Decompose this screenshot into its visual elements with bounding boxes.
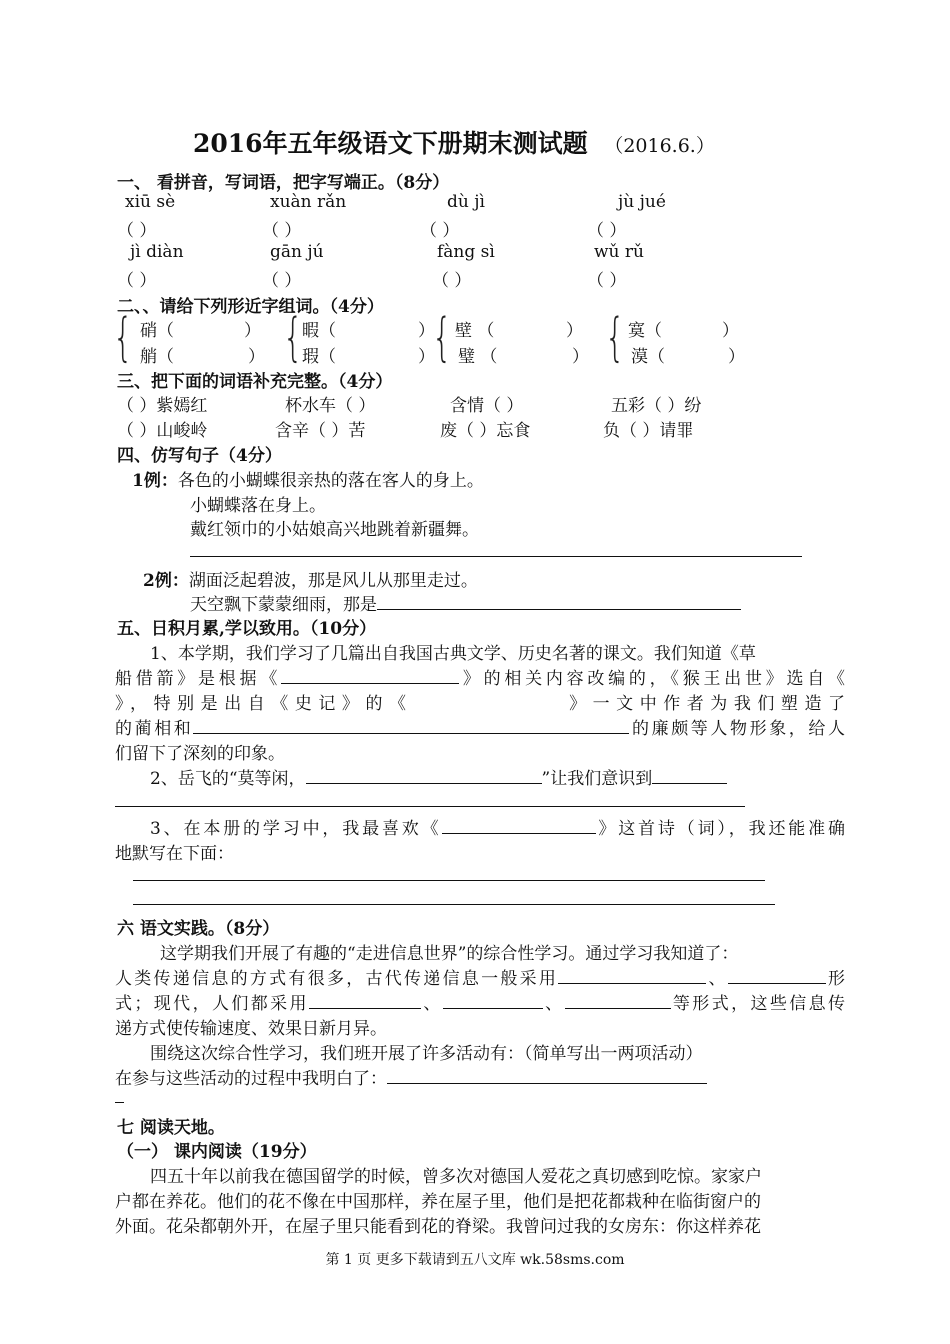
- q5-1-line4: 的蔺相和 的廉颇等人物形象，给人: [115, 719, 846, 739]
- example-label: 2例：: [143, 571, 189, 591]
- answer-line: [115, 1102, 124, 1103]
- pinyin-8: wǔ rǔ: [594, 242, 644, 262]
- pinyin-7: fàng sì: [437, 242, 495, 262]
- idiom-blank: 五彩（ ）纷: [611, 396, 702, 416]
- q5-1-line3: 》，特别是出自《史记》的《 》一文中作者为我们塑造了: [115, 694, 846, 714]
- answer-line: [565, 992, 671, 1009]
- answer-blank: （ ）: [432, 271, 472, 291]
- section-4-heading: 四、仿写句子（4分）: [117, 446, 282, 466]
- answer-blank: （ ）: [587, 221, 627, 241]
- answer-line: [309, 992, 421, 1009]
- answer-blank: （ ）: [117, 271, 157, 291]
- section-3-heading: 三、把下面的词语补充完整。（4分）: [117, 372, 393, 392]
- brace-icon: {: [432, 308, 452, 368]
- paren-close: ）: [244, 321, 261, 341]
- idiom-blank: （ ）山峻岭: [117, 421, 208, 441]
- brace-icon: {: [605, 308, 625, 368]
- answer-line: [443, 992, 543, 1009]
- idiom-blank: 废（ ）忘食: [440, 421, 531, 441]
- section-6-heading: 六 语文实践。（8分）: [117, 919, 280, 939]
- idiom-blank: 含辛（ ）苦: [275, 421, 366, 441]
- paren-close: ）: [572, 347, 589, 367]
- word-pair-b: 艄（: [140, 347, 174, 367]
- answer-blank: （ ）: [117, 221, 157, 241]
- word-pair-b: 瑕（: [302, 347, 336, 367]
- q5-1-line5: 们留下了深刻的印象。: [115, 744, 285, 764]
- title-date: （2016.6.）: [604, 135, 715, 157]
- answer-line: [442, 817, 596, 834]
- word-pair-a: 寞（: [628, 321, 662, 341]
- pinyin-5: jì diàn: [130, 242, 184, 262]
- paren-close: ）: [728, 347, 745, 367]
- section-7-heading: 七 阅读天地。: [117, 1118, 225, 1138]
- answer-line: [652, 767, 727, 784]
- paren-close: ）: [248, 347, 265, 367]
- s6-line3: 式；现代，人们都采用 、 、 等形式，这些信息传: [115, 994, 846, 1014]
- example-2-prompt: 天空飘下蒙蒙细雨，那是: [190, 590, 741, 615]
- paren-close: ）: [418, 347, 435, 367]
- idiom-blank: 含情（ ）: [450, 396, 524, 416]
- example-label: 1例：: [132, 471, 178, 491]
- section-1-heading: 一、 看拼音，写词语，把字写端正。（8分）: [117, 173, 450, 193]
- pinyin-4: jù jué: [618, 192, 666, 212]
- brace-icon: {: [113, 308, 133, 368]
- word-pair-a: 暇（: [302, 321, 336, 341]
- s6-line4: 递方式使传输速度、效果日新月异。: [115, 1019, 387, 1039]
- pinyin-3: dù jì: [447, 192, 485, 212]
- answer-line: [281, 667, 459, 684]
- section-5-heading: 五、日积月累,学以致用。（10分）: [117, 619, 377, 639]
- pinyin-1: xiū sè: [125, 192, 176, 212]
- answer-line: [728, 967, 826, 984]
- word-pair-b: 漠（: [631, 347, 665, 367]
- example-1-line: 小蝴蝶落在身上。: [190, 496, 326, 516]
- s6-line2: 人类传递信息的方式有很多，古代传递信息一般采用 、 形: [115, 969, 846, 989]
- answer-blank: （ ）: [262, 271, 302, 291]
- paren-close: ）: [722, 321, 739, 341]
- idiom-blank: 负（ ）请罪: [603, 421, 694, 441]
- word-pair-a: 壁 （: [455, 321, 495, 341]
- answer-line: [193, 717, 629, 734]
- reading-line2: 户都在养花。他们的花不像在中国那样，养在屋子里，他们是把花都栽种在临街窗户的: [115, 1192, 761, 1212]
- reading-line3: 外面。花朵都朝外开，在屋子里只能看到花的脊梁。我曾问过我的女房东：你这样养花: [115, 1217, 761, 1237]
- idiom-blank: （ ）紫嫣红: [117, 396, 208, 416]
- s6-line6: 在参与这些活动的过程中我明白了：: [115, 1064, 707, 1089]
- q5-3: 3、在本册的学习中，我最喜欢《 》这首诗（词），我还能准确: [150, 819, 845, 839]
- answer-line: [306, 767, 542, 784]
- answer-line: [558, 967, 706, 984]
- s6-line1: 这学期我们开展了有趣的“走进信息世界”的综合性学习。通过学习我知道了：: [160, 944, 739, 964]
- page-footer: 第 1 页 更多下载请到五八文库 wk.58sms.com: [325, 1252, 625, 1268]
- pinyin-6: gān jú: [270, 242, 324, 262]
- answer-line: [377, 593, 741, 610]
- paren-close: ）: [566, 321, 583, 341]
- answer-blank: （ ）: [262, 221, 302, 241]
- answer-blank: （ ）: [420, 221, 460, 241]
- idiom-blank: 杯水车（ ）: [285, 396, 376, 416]
- brace-icon: {: [283, 308, 303, 368]
- q5-1-line1: 1、本学期，我们学习了几篇出自我国古典文学、历史名著的课文。我们知道《草: [150, 644, 756, 664]
- s6-line5: 围绕这次综合性学习，我们班开展了许多活动有：（简单写出一两项活动）: [150, 1044, 703, 1064]
- answer-line: [133, 880, 765, 881]
- example-1: 1例：各色的小蝴蝶很亲热的落在客人的身上。: [132, 471, 484, 491]
- word-pair-a: 硝（: [140, 321, 174, 341]
- section-2-heading: 二、、请给下列形近字组词。（4分）: [117, 297, 384, 317]
- example-1-prompt: 戴红领巾的小姑娘高兴地跳着新疆舞。: [190, 520, 479, 540]
- answer-line: [115, 806, 745, 807]
- answer-line: [387, 1067, 707, 1084]
- pinyin-2: xuàn rǎn: [270, 192, 347, 212]
- section-7-sub: （一） 课内阅读（19分）: [117, 1142, 317, 1162]
- example-2: 2例：湖面泛起碧波，那是风儿从那里走过。: [143, 571, 478, 591]
- page-title: 2016年五年级语文下册期末测试题 （2016.6.）: [193, 129, 715, 158]
- answer-blank: （ ）: [587, 271, 627, 291]
- answer-line: [190, 556, 802, 557]
- q5-2: 2、岳飞的“莫等闲， ”让我们意识到: [150, 764, 727, 789]
- paren-close: ）: [418, 321, 435, 341]
- answer-line: [133, 904, 775, 905]
- q5-3-line2: 地默写在下面：: [115, 844, 234, 864]
- q5-1-line2: 船借箭》是根据《 》的相关内容改编的，《猴王出世》选自《: [115, 669, 846, 689]
- word-pair-b: 璧 （: [458, 347, 498, 367]
- reading-line1: 四五十年以前我在德国留学的时候，曾多次对德国人爱花之真切感到吃惊。家家户: [150, 1167, 762, 1187]
